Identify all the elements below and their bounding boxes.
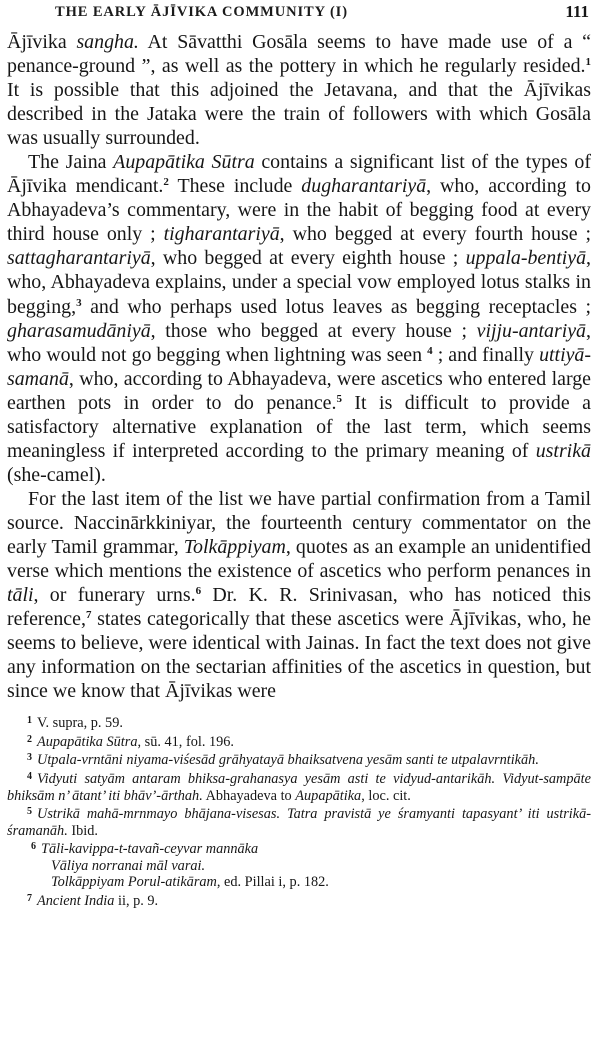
footnote-mark: 5 [27, 806, 32, 818]
footnote-mark: 2 [27, 733, 32, 745]
text-run: For the last item of the list we have partial confirmation from a Tamil source. Naccinārkkiniyar, the fourteenth century commentator on the early Tamil grammar, [7, 487, 591, 558]
footnote-ref-6: 6 [195, 585, 202, 598]
text-run: , who would not go begging when lightning was seen [7, 319, 591, 366]
footnote-text: ii, p. 9. [114, 892, 159, 909]
text-run: Dr. K. R. Srinivasan, who has noticed this reference, [7, 584, 591, 631]
footnote-1 [7, 713, 591, 732]
footnote-text: Abhayadeva to [202, 787, 296, 804]
footnote-italic: Tolkāppiyam Porul-atikāram [51, 874, 217, 891]
footnote-italic: Ustrikā mahā-mrnmayo bhājana-visesas. Tatra pravistā ye śramyanti tapasyant’ iti ustrikā-śramanāh. [7, 806, 591, 839]
footnote-text: , ed. Pillai i, p. 182. [216, 874, 329, 891]
italic-term: tigharantariyā [163, 223, 280, 246]
footnote-ref-7: 7 [85, 609, 92, 622]
footnote-7 [7, 891, 591, 910]
footnote-ref-3: 3 [76, 296, 82, 309]
footnote-mark: 1 [27, 715, 32, 727]
footnote-3 [7, 750, 591, 769]
footnote-2 [7, 732, 591, 751]
text-run: , who, according to Abhayadeva, were ascetics who entered large earthen pots in order to do penance. [7, 367, 591, 414]
footnote-text: , sū. 41, fol. 196. [137, 733, 234, 750]
text-run: These include [168, 175, 302, 198]
footnote-5 [7, 804, 591, 839]
text-run: , who, Abhayadeva explains, under a special vow employed lotus stalks in begging, [7, 247, 591, 318]
italic-term: ustrikā [535, 439, 591, 462]
footnote-ref-1: 1 [585, 56, 591, 69]
footnote-italic: Vidyuti satyām antaram bhiksa-grahanasya yesām asti te vidyud-antarikāh. Vidyut-sampāte bhiksām n’ ātant’ iti bhāv’-ārthah. [7, 770, 591, 804]
text-run: , who begged at every eighth house ; [150, 247, 466, 270]
italic-term: Tolkāppiyam [183, 535, 286, 558]
text-run: ; and finally [432, 343, 540, 366]
text-run: , quotes as an example an unidentified verse which mentions the existence of ascetics who perform penances in [7, 535, 591, 583]
footnote-6 [7, 839, 591, 858]
paragraph-2 [7, 150, 591, 487]
footnote-ref-2: 2 [163, 176, 169, 189]
italic-term: tāli [7, 584, 34, 607]
footnote-mark: 4 [27, 770, 32, 782]
italic-term: sangha. [76, 31, 139, 53]
italic-term: sattagharantariyā [7, 247, 151, 270]
text-run: It is difficult to provide a satisfactory alternative explanation of the last term, which seems meaningless if interpreted according to the primary meaning of [7, 391, 591, 462]
main-text [7, 30, 591, 703]
paragraph-3 [7, 487, 591, 703]
footnote-italic: Aupapātika [295, 787, 362, 804]
footnote-4 [7, 769, 591, 804]
italic-term: uppala-bentiyā [465, 247, 587, 270]
italic-term: uttiyā-samanā [7, 343, 591, 390]
footnote-verse-line: Tāli-kavippa-t-tavañ-ceyvar mannāka [41, 841, 259, 858]
footnote-text: Ibid. [67, 822, 98, 839]
text-run: Ājīvika [7, 31, 77, 53]
footnote-italic: Aupapātika Sūtra [37, 733, 138, 750]
footnote-text: V. supra, p. 59. [37, 715, 123, 732]
text-run: , those who begged at every house ; [150, 319, 477, 342]
text-run: and who perhaps used lotus leaves as begging receptacles ; [81, 295, 591, 318]
italic-term: dugharantariyā [301, 175, 427, 198]
italic-term: Aupapātika Sūtra [113, 151, 255, 174]
text-run: contains a significant list of the types of Ājīvika mendicant. [7, 151, 591, 198]
text-run: states categorically that these ascetics were Ājīvikas, who, he seems to believe, were identical with Jainas. In fact the text does not give any information on the sectarian affinities of the ascetics in question, but since we know that Ājīvikas were [7, 608, 591, 703]
footnote-mark: 3 [27, 752, 32, 764]
footnote-text: , loc. cit. [361, 787, 411, 804]
footnote-6-line-2 [7, 858, 591, 875]
footnote-italic: Ancient India [37, 892, 115, 909]
text-run: The Jaina [28, 151, 114, 174]
text-run: , who begged at every fourth house ; [279, 223, 591, 246]
italic-term: gharasamudāniyā [7, 319, 151, 342]
running-title: THE EARLY ĀJĪVIKA COMMUNITY (I) [55, 3, 348, 20]
text-run: (she-camel). [7, 463, 106, 486]
text-run: It is possible that this adjoined the Jetavana, and that the Ājīvikas described in the Jataka were the train of followers with which Gosāla was usually surrounded. [7, 79, 591, 150]
footnote-ref-4: 4 [427, 344, 433, 357]
footnotes [7, 713, 591, 909]
italic-term: vijju-antariyā [476, 319, 587, 342]
text-run: At Sāvatthi Gosāla seems to have made use of a “ penance-ground ”, as well as the pottery in which he regularly resided. [7, 31, 591, 78]
footnote-verse-line: Vāliya norranai māl varai. [51, 857, 206, 874]
footnote-6-line-3 [7, 874, 591, 891]
paragraph-1 [7, 30, 591, 150]
page-number: 111 [565, 2, 589, 21]
footnote-ref-5: 5 [336, 392, 342, 405]
text-run: , or funerary urns. [33, 584, 196, 607]
footnote-mark: 7 [27, 892, 32, 904]
text-run: , who, according to Abhayadeva’s commentary, were in the habit of begging food at every third house only ; [7, 175, 591, 246]
footnote-italic: Utpala-vrntāni niyama-viśesād grāhyatayā bhaiksatvena yesām santi te utpalavrntikāh. [37, 752, 539, 769]
running-head [7, 0, 591, 24]
footnote-mark: 6 [31, 841, 36, 853]
